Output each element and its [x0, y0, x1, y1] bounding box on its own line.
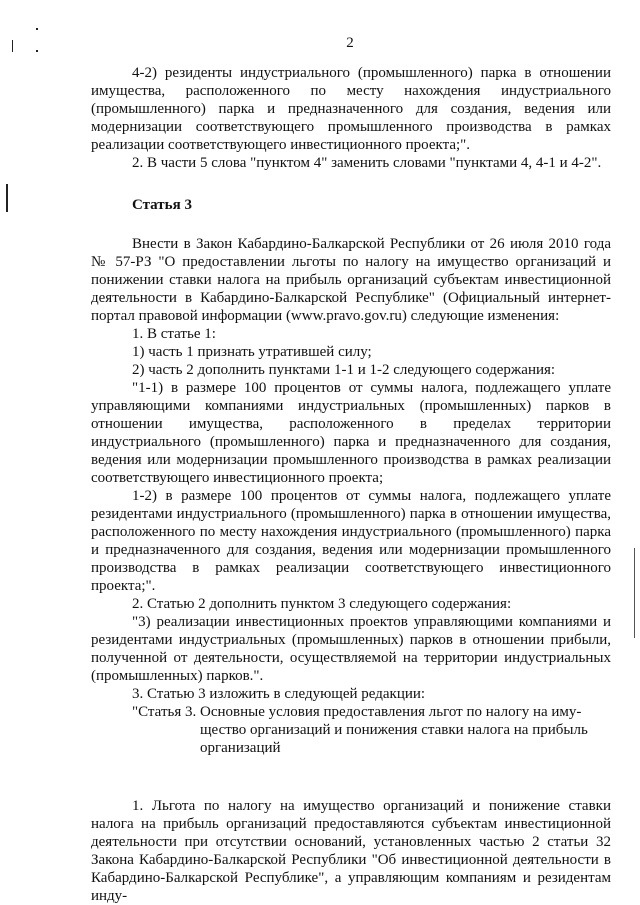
article-title-line: "Статья 3. Основные условия предоставления льгот по налогу на иму- [132, 704, 582, 720]
text-line: 2) часть 2 дополнить пунктами 1-1 и 1-2 следующего содержания: [132, 362, 556, 378]
text-line: 3. Статью 3 изложить в следующей редакции: [132, 686, 426, 702]
scan-mark [6, 184, 8, 212]
text-line: 1. В статье 1: [132, 326, 216, 342]
scan-mark [634, 548, 635, 638]
article-heading: Статья 3 [132, 197, 192, 213]
article-title [91, 703, 611, 757]
article-title-line: организаций [200, 740, 281, 756]
page-number: 2 [346, 35, 354, 51]
paragraph: "1-1) в размере 100 процентов от суммы налога, подлежащего уплате управляющими компаниями индустриальных (промышленных) парков в отношении имущества, расположенного в пределах территории индустриального (промышленного) парка и предназначенного для создания, ведения или модернизации промышленного производства в рамках реализации соответствующего инвестиционного проекта; [91, 380, 611, 486]
paragraph: "3) реализации инвестиционных проектов управляющими компаниями и резидентами индустриальных (промышленных) парков в отношении прибыли, полученной от деятельности, осуществляемой на территории индустриальных (промышленных) парков.". [91, 614, 611, 684]
paragraph: 4-2) резиденты индустриального (промышленного) парка в отношении имущества, расположенного по месту нахождения индустриального (промышленного) парка и предназначенного для создания, ведения или модернизации соответствующего промышленного производства в рамках реализации соответствующего инвестиционного проекта;". [91, 65, 611, 153]
text-line: 2. В части 5 слова "пунктом 4" заменить словами "пунктами 4, 4-1 и 4-2". [132, 155, 602, 171]
paragraph: 1-2) в размере 100 процентов от суммы налога, подлежащего уплате резидентами индустриального (промышленного) парка в отношении имущества, расположенного по месту нахождения индустриального (промышленного) парка и предназначенного для создания, ведения или модернизации промышленного производства в рамках реализации соответствующего инвестиционного проекта;". [91, 488, 611, 594]
paragraph: Внести в Закон Кабардино-Балкарской Республики от 26 июля 2010 года № 57-РЗ "О предоставлении льготы по налогу на имущество организаций и понижении ставки налога на прибыль организаций субъектам инвестиционной деятельности в Кабардино-Балкарской Республике" (Официальный интернет-портал правовой информации (www.pravo.gov.ru) следующие изменения: [91, 236, 611, 324]
text-line: 1) часть 1 признать утратившей силу; [132, 344, 372, 360]
scan-mark [36, 28, 38, 30]
document-body [91, 64, 611, 905]
article-title-line: щество организаций и понижения ставки налога на прибыль [200, 722, 588, 738]
text-line: 2. Статью 2 дополнить пунктом 3 следующего содержания: [132, 596, 512, 612]
paragraph: 1. Льгота по налогу на имущество организаций и понижение ставки налога на прибыль организаций предоставляются субъектам инвестиционной деятельности при отсутствии оснований, установленных частью 2 статьи 32 Закона Кабардино-Балкарской Республики "Об инвестиционной деятельности в Кабардино-Балкарской Республике", а управляющим компаниям и резидентам инду- [91, 798, 611, 904]
